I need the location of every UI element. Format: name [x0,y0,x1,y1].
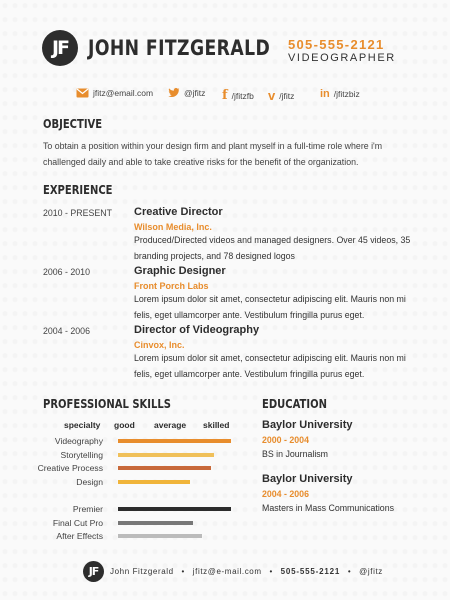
experience-heading: EXPERIENCE [43,182,113,197]
envelope-icon [76,88,89,98]
job-title: Graphic Designer [134,265,226,277]
footer-monogram-logo: JF [83,561,104,582]
scale-label-average: average [154,420,187,430]
footer-separator: • [269,567,273,576]
footer-phone: 505-555-2121 [280,567,341,576]
job-title: Creative Director [134,206,223,218]
skill-label: Final Cut Pro [52,518,103,528]
skill-bar [118,521,193,525]
scale-label-good: good [114,420,135,430]
school-name: Baylor University [262,473,353,485]
contact-twitter[interactable] [168,88,205,98]
skill-label: Storytelling [60,450,103,460]
facebook-icon: f [222,88,228,103]
objective-heading: OBJECTIVE [43,116,103,131]
skill-label: After Effects [56,531,103,541]
skill-bar [118,480,190,484]
job-date: 2010 - PRESENT [43,208,112,218]
job-company: Wilson Media, Inc. [134,222,212,232]
skill-label: Premier [72,504,103,514]
school-years: 2000 - 2004 [262,435,309,445]
school-name: Baylor University [262,419,353,431]
skill-bar [118,453,214,457]
footer-email[interactable]: jfitz@e-mail.com [192,567,262,576]
scale-label-skilled: skilled [203,420,230,430]
twitter-icon [168,88,180,98]
job-date: 2004 - 2006 [43,326,90,336]
job-description: Lorem ipsum dolor sit amet, consectetur adipiscing elit. Mauris non mi felis, eget ullamcorper ante. Vestibulum fringilla purus eget. [134,353,406,379]
email-text: jfitz@email.com [93,88,154,98]
contact-vimeo[interactable] [268,88,294,103]
footer-separator: • [181,567,185,576]
job-company: Cinvox, Inc. [134,340,185,350]
school-degree: Masters in Mass Communications [262,503,394,513]
education-heading: EDUCATION [262,396,327,411]
school-degree: BS in Journalism [262,449,329,459]
monogram-logo: JF [42,30,78,66]
contact-linkedin[interactable] [320,88,360,100]
skill-label: Design [76,477,103,487]
job-title: Director of Videography [134,324,260,336]
skill-label: Videography [54,436,103,446]
job-company: Front Porch Labs [134,281,209,291]
facebook-handle: /jfitzfb [231,90,254,101]
footer-twitter[interactable]: @jfitz [359,567,383,576]
contact-email[interactable] [76,88,153,98]
twitter-handle: @jfitz [184,88,206,98]
skill-bar [118,439,231,443]
job-date: 2006 - 2010 [43,267,90,277]
skill-bar [118,466,211,470]
skill-bar [118,507,231,511]
linkedin-icon: in [320,88,330,100]
school-years: 2004 - 2006 [262,489,309,499]
candidate-name: JOHN FITZGERALD [88,36,271,60]
job-description: Produced/Directed videos and managed designers. Over 45 videos, 35 branding projects, and 78 designed logos [134,235,411,261]
skills-heading: PROFESSIONAL SKILLS [43,396,171,411]
skill-bar [118,534,202,538]
job-role: VIDEOGRAPHER [288,52,396,64]
objective-text: To obtain a position within your design firm and plant myself in a full-time role where i'm challenged daily and able to take creative risks for the benefit of the organization. [43,141,383,167]
vimeo-icon: v [268,88,276,103]
scale-label-specialty: specialty [64,420,101,430]
footer-contact-line [110,567,383,576]
phone-number: 505-555-2121 [288,37,385,52]
job-description: Lorem ipsum dolor sit amet, consectetur adipiscing elit. Mauris non mi felis, eget ullamcorper ante. Vestibulum fringilla purus eget. [134,294,406,320]
vimeo-handle: /jfitz [279,90,295,101]
linkedin-handle: /jfitzbiz [333,89,360,99]
footer-separator: • [347,567,352,576]
skill-label: Creative Process [37,463,103,473]
footer-name: John Fitzgerald [110,567,174,576]
contact-facebook[interactable] [222,88,254,103]
